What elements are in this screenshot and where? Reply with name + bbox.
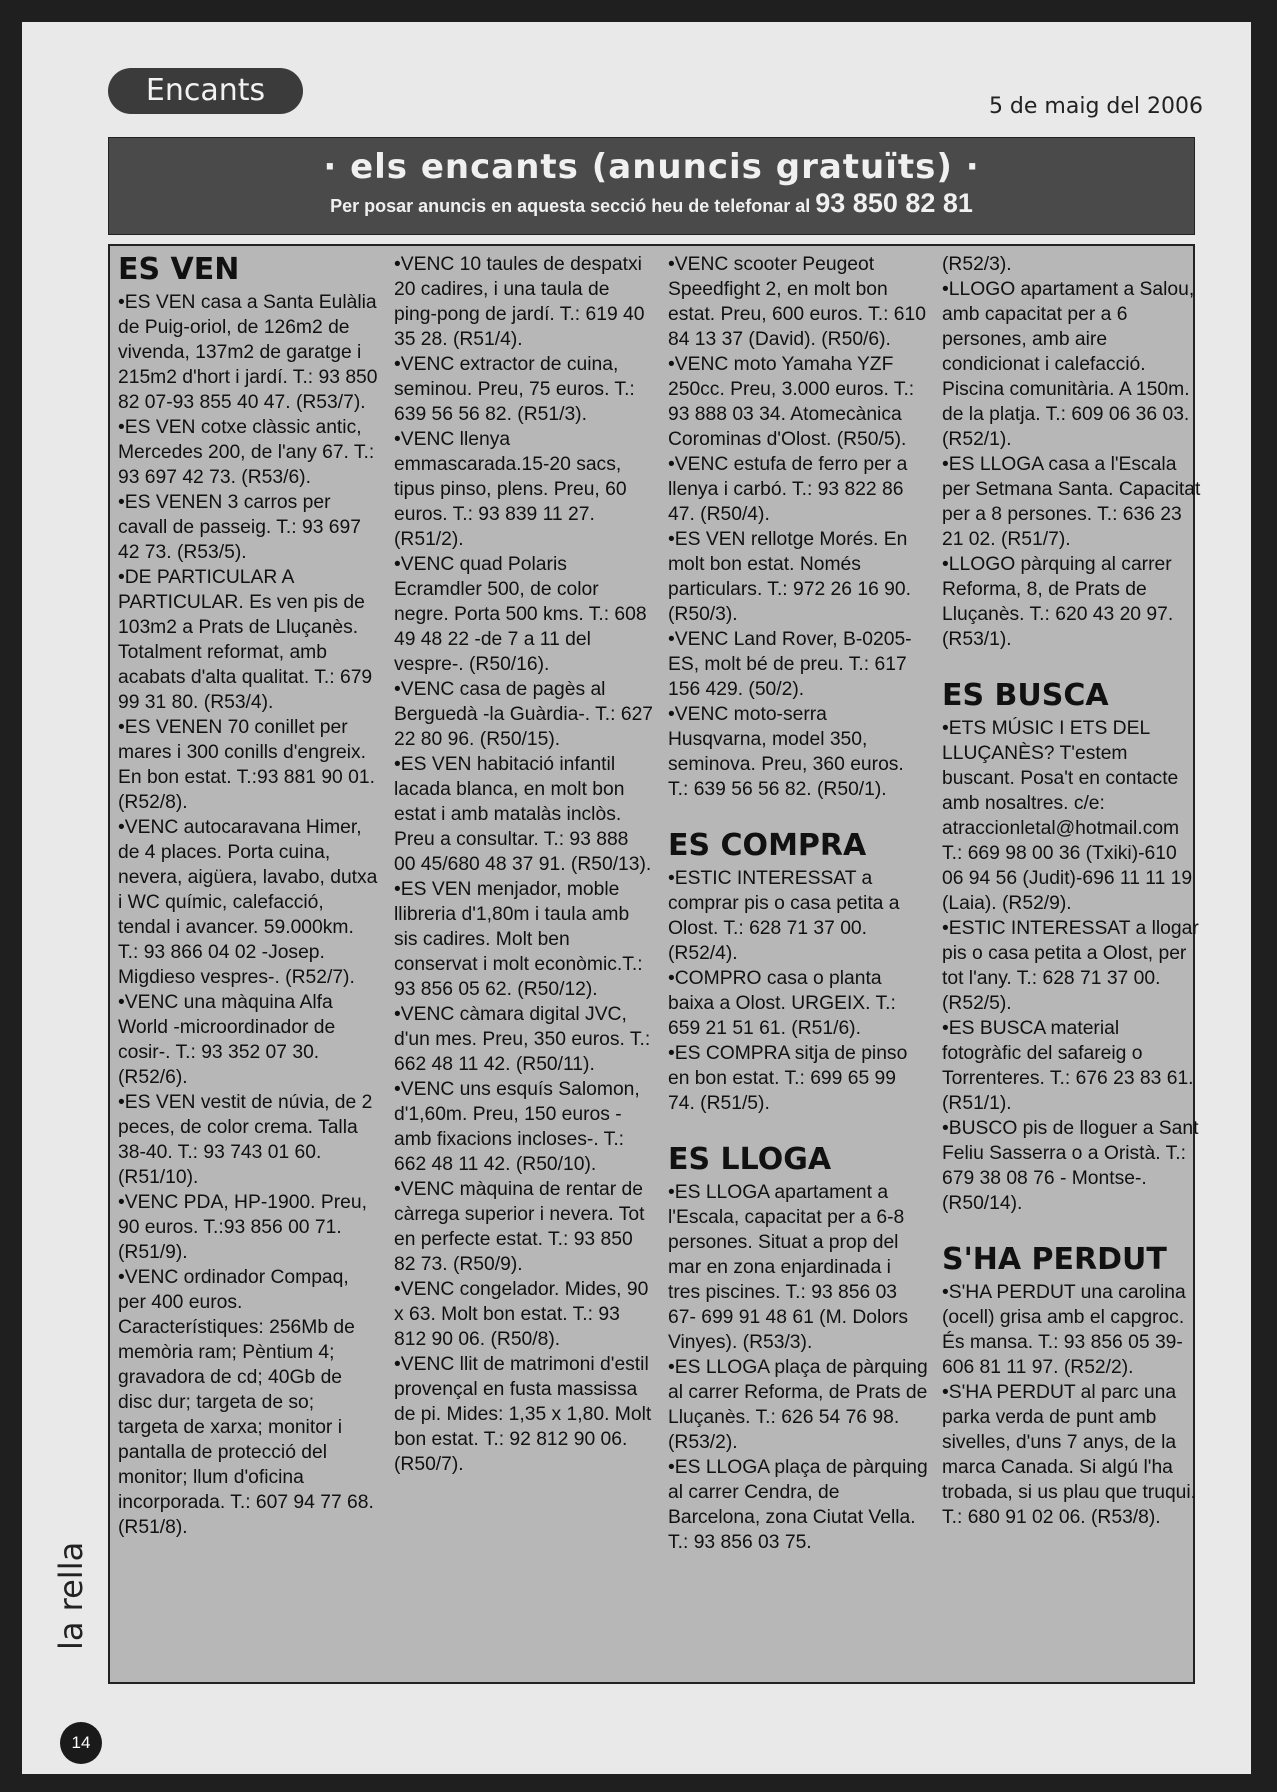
heading-es-compra: ES COMPRA: [668, 828, 867, 863]
ad-item: •S'HA PERDUT una carolina (ocell) grisa amb el capgroc. És mansa. T.: 93 856 05 39-606 81 11 97. (R52/2).: [942, 1282, 1186, 1378]
ad-item: •VENC llit de matrimoni d'estil provençal en fusta massissa de pi. Mides: 1,35 x 1,80. Molt bon estat. T.: 92 812 90 06. (R50/7).: [394, 1354, 652, 1475]
heading-sha-perdut: S'HA PERDUT: [942, 1242, 1167, 1277]
ad-item: •VENC una màquina Alfa World -microordinador de cosir-. T.: 93 352 07 30. (R52/6).: [118, 992, 336, 1088]
column-4: [942, 252, 1202, 1530]
ad-item: •ES VEN menjador, moble llibreria d'1,80m i taula amb sis cadires. Molt ben conservat i molt econòmic.T.: 93 856 05 62. (R50/12).: [394, 879, 643, 1000]
section-label: Encants: [108, 68, 303, 114]
ad-item: •VENC Land Rover, B-0205-ES, molt bé de preu. T.: 617 156 429. (50/2).: [668, 629, 912, 700]
ad-item: •LLOGO pàrquing al carrer Reforma, 8, de Prats de Lluçanès. T.: 620 43 20 97. (R53/1).: [942, 554, 1174, 650]
banner-title: · els encants (anuncis gratuïts) ·: [323, 147, 980, 187]
ad-item: •ESTIC INTERESSAT a llogar pis o casa petita a Olost, per tot l'any. T.: 628 71 37 00. (R52/5).: [942, 918, 1199, 1014]
ad-item: (R52/3).: [942, 254, 1012, 275]
ad-item: •ES VEN cotxe clàssic antic, Mercedes 200, de l'any 67. T.: 93 697 42 73. (R53/6).: [118, 417, 375, 488]
banner-phone: 93 850 82 81: [815, 188, 973, 218]
ad-item: •VENC moto Yamaha YZF 250cc. Preu, 3.000 euros. T.: 93 888 03 34. Atomecànica Corominas d'Olost. (R50/5).: [668, 354, 915, 450]
ad-item: •VENC moto-serra Husqvarna, model 350, seminova. Preu, 360 euros. T.: 639 56 56 82. (R50/1).: [668, 704, 904, 800]
ad-item: •VENC llenya emmascarada.15-20 sacs, tipus pinso, plens. Preu, 60 euros. T.: 93 839 11 27. (R51/2).: [394, 429, 627, 550]
ad-item: •VENC estufa de ferro per a llenya i carbó. T.: 93 822 86 47. (R50/4).: [668, 454, 908, 525]
ad-item: •VENC extractor de cuina, seminou. Preu, 75 euros. T.: 639 56 56 82. (R51/3).: [394, 354, 635, 425]
newspaper-page: [22, 22, 1251, 1774]
ad-item: •VENC càmara digital JVC, d'un mes. Preu, 350 euros. T.: 662 48 11 42. (R50/11).: [394, 1004, 651, 1075]
ad-item: •VENC màquina de rentar de càrrega superior i nevera. Tot en perfecte estat. T.: 93 850 82 73. (R50/9).: [394, 1179, 645, 1275]
heading-es-busca: ES BUSCA: [942, 678, 1109, 713]
ad-item: •ES VEN habitació infantil lacada blanca, en molt bon estat i amb matalàs inclòs. Preu a consultar. T.: 93 888 00 45/680 48 37 91. (R50/13).: [394, 754, 652, 875]
banner-subtitle: [109, 188, 1194, 221]
heading-es-lloga: ES LLOGA: [668, 1142, 832, 1177]
ad-item: •ES LLOGA plaça de pàrquing al carrer Reforma, de Prats de Lluçanès. T.: 626 54 76 98. (R53/2).: [668, 1357, 928, 1453]
ad-item: •VENC autocaravana Himer, de 4 places. Porta cuina, nevera, aigüera, lavabo, dutxa i WC químic, calefacció, tendal i avancer. 59.000km. T.: 93 866 04 02 -Josep. Migdieso vespres-. (R52/7).: [118, 817, 378, 988]
ad-item: •ES VENEN 70 conillet per mares i 300 conills d'engreix. En bon estat. T.:93 881 90 01. (R52/8).: [118, 717, 375, 813]
ad-item: •ES BUSCA material fotogràfic del safareig o Torrenteres. T.: 676 23 83 61. (R51/1).: [942, 1018, 1194, 1114]
ad-item: •VENC uns esquís Salomon, d'1,60m. Preu, 150 euros -amb fixacions incloses-. T.: 662 48 11 42. (R50/10).: [394, 1079, 640, 1175]
ad-item: •LLOGO apartament a Salou, amb capacitat per a 6 persones, amb aire condicionat i calefacció. Piscina comunitària. A 150m. de la platja. T.: 609 06 36 03. (R52/1).: [942, 279, 1195, 450]
ad-item: •VENC 10 taules de despatxi 20 cadires, i una taula de ping-pong de jardí. T.: 619 40 35 28. (R51/4).: [394, 254, 645, 350]
ad-item: •VENC PDA, HP-1900. Preu, 90 euros. T.:93 856 00 71. (R51/9).: [118, 1192, 367, 1263]
ad-item: •VENC scooter Peugeot Speedfight 2, en molt bon estat. Preu, 600 euros. T.: 610 84 13 37 (David). (R50/6).: [668, 254, 926, 350]
ad-item: •VENC ordinador Compaq, per 400 euros. Característiques: 256Mb de memòria ram; Pèntium 4; gravadora de cd; 40Gb de disc dur; targeta de so; targeta de xarxa; monitor i pantalla de protecció del monitor; llum d'oficina incorporada. T.: 607 94 77 68. (R51/8).: [118, 1267, 374, 1538]
ad-item: •DE PARTICULAR A PARTICULAR. Es ven pis de 103m2 a Prats de Lluçanès. Totalment reformat, amb acabats d'alta qualitat. T.: 679 99 31 80. (R53/4).: [118, 567, 373, 713]
column-2: [394, 252, 654, 1477]
issue-date: 5 de maig del 2006: [988, 94, 1203, 119]
classifieds-content: [108, 244, 1201, 1684]
classifieds-banner: [108, 137, 1195, 235]
ad-item: •COMPRO casa o planta baixa a Olost. URGEIX. T.: 659 21 51 61. (R51/6).: [668, 968, 896, 1039]
page-number: 14: [60, 1722, 102, 1764]
banner-subtitle-text: Per posar anuncis en aquesta secció heu de telefonar al: [330, 196, 811, 216]
ad-item: •ES COMPRA sitja de pinso en bon estat. T.: 699 65 99 74. (R51/5).: [668, 1043, 908, 1114]
ad-item: •ETS MÚSIC I ETS DEL LLUÇANÈS? T'estem buscant. Posa't en contacte amb nosaltres. c/e: atraccionletal@hotmail.com T.: 669 98 00 36 (Txiki)-610 06 94 56 (Judit)-696 11 11 19 (Laia). (R52/9).: [942, 718, 1193, 914]
ad-item: •ES LLOGA apartament a l'Escala, capacitat per a 6-8 persones. Situat a prop del mar en zona enjardinada i tres piscines. T.: 93 856 03 67- 699 91 48 61 (M. Dolors Vinyes). (R53/3).: [668, 1182, 909, 1353]
ad-item: •ES VEN vestit de núvia, de 2 peces, de color crema. Talla 38-40. T.: 93 743 01 60. (R51/10).: [118, 1092, 373, 1188]
ad-item: •ES VEN casa a Santa Eulàlia de Puig-oriol, de 126m2 de vivenda, 137m2 de garatge i 215m2 d'hort i jardí. T.: 93 850 82 07-93 855 40 47. (R53/7).: [118, 292, 378, 413]
ad-item: •S'HA PERDUT al parc una parka verda de punt amb sivelles, d'uns 7 anys, de la marca Canada. Si algú l'ha trobada, si us plau que truqui. T.: 680 91 02 06. (R53/8).: [942, 1382, 1197, 1528]
ad-item: •ES LLOGA plaça de pàrquing al carrer Cendra, de Barcelona, zona Ciutat Vella. T.: 93 856 03 75.: [668, 1457, 928, 1553]
ad-item: •VENC casa de pagès al Berguedà -la Guàrdia-. T.: 627 22 80 96. (R50/15).: [394, 679, 654, 750]
heading-es-ven: ES VEN: [118, 252, 240, 287]
publication-name: la rella: [52, 1541, 90, 1650]
ad-item: •VENC congelador. Mides, 90 x 63. Molt bon estat. T.: 93 812 90 06. (R50/8).: [394, 1279, 649, 1350]
ad-item: •ESTIC INTERESSAT a comprar pis o casa petita a Olost. T.: 628 71 37 00. (R52/4).: [668, 868, 900, 964]
ad-item: •ES VENEN 3 carros per cavall de passeig. T.: 93 697 42 73. (R53/5).: [118, 492, 361, 563]
ad-item: •BUSCO pis de lloguer a Sant Feliu Sasserra o a Oristà. T.: 679 38 08 76 - Montse-. (R50/14).: [942, 1118, 1199, 1214]
ad-item: •ES LLOGA casa a l'Escala per Setmana Santa. Capacitat per a 8 persones. T.: 636 23 21 02. (R51/7).: [942, 454, 1201, 550]
ad-item: •ES VEN rellotge Morés. En molt bon estat. Només particulars. T.: 972 26 16 90. (R50/3).: [668, 529, 911, 625]
ad-item: •VENC quad Polaris Ecramdler 500, de color negre. Porta 500 kms. T.: 608 49 48 22 -de 7 a 11 del vespre-. (R50/16).: [394, 554, 647, 675]
column-3: [668, 252, 928, 1555]
column-1: [118, 252, 378, 1540]
